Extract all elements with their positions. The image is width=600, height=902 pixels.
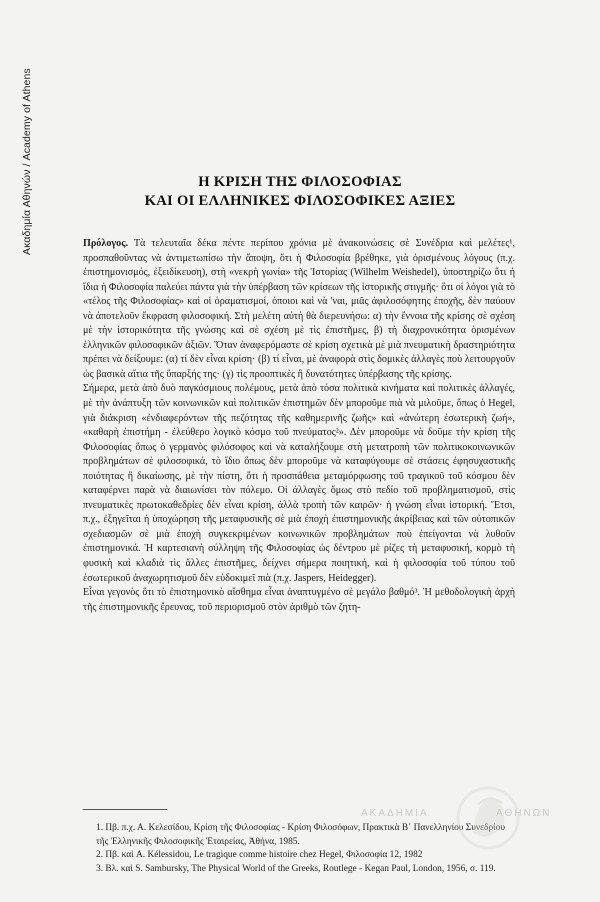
watermark-text-right: ΑΘΗΝΩΝ: [496, 808, 552, 819]
footnote-3: 3. Βλ. καὶ S. Sambursky, The Physical World of the Greeks, Routlege - Kegan Paul, London, 1956, σ. 119.: [96, 863, 496, 874]
paragraph-1: [83, 237, 515, 382]
footnote-rule: [83, 809, 167, 810]
watermark-text-left: ΑΚΑΔΗΜΙΑ: [361, 808, 429, 819]
paragraph-3: [83, 586, 515, 615]
article-title-line-2: ΚΑΙ ΟΙ ΕΛΛΗΝΙΚΕΣ ΦΙΛΟΣΟΦΙΚΕΣ ΑΞΙΕΣ: [144, 193, 456, 209]
footnote-1: 1. Πβ. π.χ. Α. Κελεσίδου, Κρίση τῆς Φιλοσοφίας - Κρίση Φιλοσόφων, Πρακτικὰ Β΄ Πανελληνίου Συνεδρίου τῆς Ἑλληνικῆς Φιλοσοφικῆς Ἑταιρείας, Ἀθήνα, 1985.: [96, 823, 506, 847]
paragraph-2-text: Σήμερα, μετὰ ἀπὸ δυὸ παγκόσμιους πολέμους, μετὰ ἀπὸ τόσα πολιτικὰ κινήματα καὶ πολιτικὲς ἀλλαγές, μὲ τὴν ἀνάπτυξη τῶν κοινωνικῶν καὶ πολιτικῶν ἐπιστημῶν δὲν μποροῦμε πιὰ νὰ μιλοῦμε, ὅπως ὁ Hegel, γιὰ διάκριση «ἐνδιαφερόντων τῆς πεζότητας τῆς καθημερινῆς ζωῆς» καὶ «ἀνώτερη ἐσωτερικὴ ζωή», «καθαρὴ ἐπιστήμη - ἐλεύθερο λογικὸ κόσμο τοῦ πνεύματος²». Δὲν μποροῦμε νὰ δοῦμε τὴν κρίση τῆς Φιλοσοφίας ὅπως ὁ γερμανὸς φιλόσοφος καὶ νὰ καταλήξουμε στὴ μετατροπὴ τῶν πολιτικοκοινωνικῶν προβλημάτων σὲ φιλοσοφικά, τὸ ἴδιο ὅπως δὲν μποροῦμε νὰ καταφύγουμε σὲ στάσεις ἐφησυχαστικῆς ποιότητας ἢ δικαίωσης, μὲ τὴν πίστη, ὅτι ἡ προσπάθεια μεταμόρφωσης τοῦ τραγικοῦ τοῦ κόσμου δὲν καταφέρνει παρὰ νὰ διαιωνίσει τὸν πόλεμο. Οἱ ἀλλαγὲς ὅμως στὸ πεδίο τοῦ προβληματισμοῦ, στὶς πνευματικὲς πρωτοκαθεδρίες δὲν εἶναι κρίση, ἀλλὰ τροπὴ τῶν καιρῶν· ἡ γνώση εἶναι ἱστορική. Ἔτσι, π.χ., ἐξηγεῖται ἡ ὑποχώρηση τῆς μεταφυσικῆς σὲ μιὰ ἐποχὴ ἐπιστημονικῆς ἀκρίβειας καὶ τῶν οὐτοπικῶν σχεδιασμῶν σὲ μιὰ ἐποχὴ συγκεκριμένων κοινωνικῶν προβλημάτων ποὺ ἐπείγονται νὰ λυθοῦν ἐπιστημονικά. Ἡ καρτεσιανὴ σύλληψη τῆς Φιλοσοφίας ὡς δέντρου μὲ ρίζες τὴ μεταφυσική, κορμὸ τὴ φυσικὴ καὶ κλαδιὰ τὶς ἄλλες ἐπιστῆμες, δείχνει σήμερα ποιητική, καὶ ἡ φιλοσοφία τοῦ τύπου τοῦ ἐσωτερικοῦ ἀναχωρητισμοῦ δὲν εὐδοκιμεῖ πιὰ (π.χ. Jaspers, Heidegger).: [83, 383, 515, 584]
prologue-label: Πρόλογος.: [83, 238, 128, 249]
footnote-2: 2. Πβ. καὶ A. Kélessidou, Le tragique comme histoire chez Hegel, Φιλοσοφία 12, 1982: [96, 850, 423, 861]
paragraph-2: [83, 382, 515, 586]
article-title-line-1: Η ΚΡΙΣΗ ΤΗΣ ΦΙΛΟΣΟΦΙΑΣ: [198, 174, 402, 190]
archive-side-label-text: Ακαδημία Αθηνών / Academy of Athens: [21, 68, 33, 255]
archive-side-label: [21, 40, 35, 255]
article-body: [83, 237, 515, 615]
paragraph-1-text: Τὰ τελευταῖα δέκα πέντε περίπου χρόνια μὲ ἀνακοινώσεις σὲ Συνέδρια καὶ μελέτες¹, προσπαθοῦντας νὰ ἀντιμετωπίσω τὴν ἄποψη, ὅτι ἡ Φιλοσοφία βρέθηκε, γιὰ ὁρισμένους λόγους (π.χ. ἐπιστημονισμός, ἐξειδίκευση), στὴ «νεκρὴ γωνία» τῆς Ἱστορίας (Wilhelm Weishedel), ὑποστηρίζω ὅτι ἡ ἴδια ἡ Φιλοσοφία παλεύει πάντα γιὰ τὴν ὑπέρβαση τῶν κρίσεων τῆς ἱστορικῆς στιγμῆς· ὅτι οἱ λόγοι γιὰ τὸ «τέλος τῆς Φιλοσοφίας» καὶ οἱ ὁραματισμοί, ὁποιοι καὶ νὰ 'ναι, μιᾶς ἀφιλοσόφητης ἐποχῆς, δὲν παύουν νὰ ἀποτελοῦν ἔκφραση φιλοσοφική. Στὴ μελέτη αὐτὴ θὰ διερευνήσω: α) τὴν ἔννοια τῆς κρίσης σὲ σχέση μὲ τὴν ἱστορικότητα τῆς γνώσης καὶ σὲ σχέση μὲ τὶς ἐπιστῆμες, β) τὴ διαχρονικότητα ὁρισμένων ἑλληνικῶν φιλοσοφικῶν ἀξιῶν. Ὅταν ἀναφερόμαστε σὲ κρίση σχετικὰ μὲ μιὰ πνευματικὴ δραστηριότητα πρέπει νὰ δείξουμε: (α) τί δὲν εἶναι κρίση· (β) τί εἶναι, μὲ ἀναφορὰ στὶς δομικὲς ἀλλαγὲς ποὺ λειτουργοῦν ὡς βασικὰ αἴτια τῆς ὕπαρξής της· (γ) τὶς προοπτικὲς ἢ δυνατότητες ὑπέρβασης τῆς κρίσης.: [83, 238, 515, 380]
paragraph-3-text: Εἶναι γεγονὸς ὅτι τὸ ἐπιστημονικὸ αἴσθημα εἶναι ἀναπτυγμένο σὲ μεγάλο βαθμό³. Ἡ μεθοδολογικὴ ἀρχὴ τῆς ἐπιστημονικῆς ἔρευνας, τοῦ περιορισμοῦ στὸν ἀριθμὸ τῶν ζητη-: [83, 587, 515, 613]
